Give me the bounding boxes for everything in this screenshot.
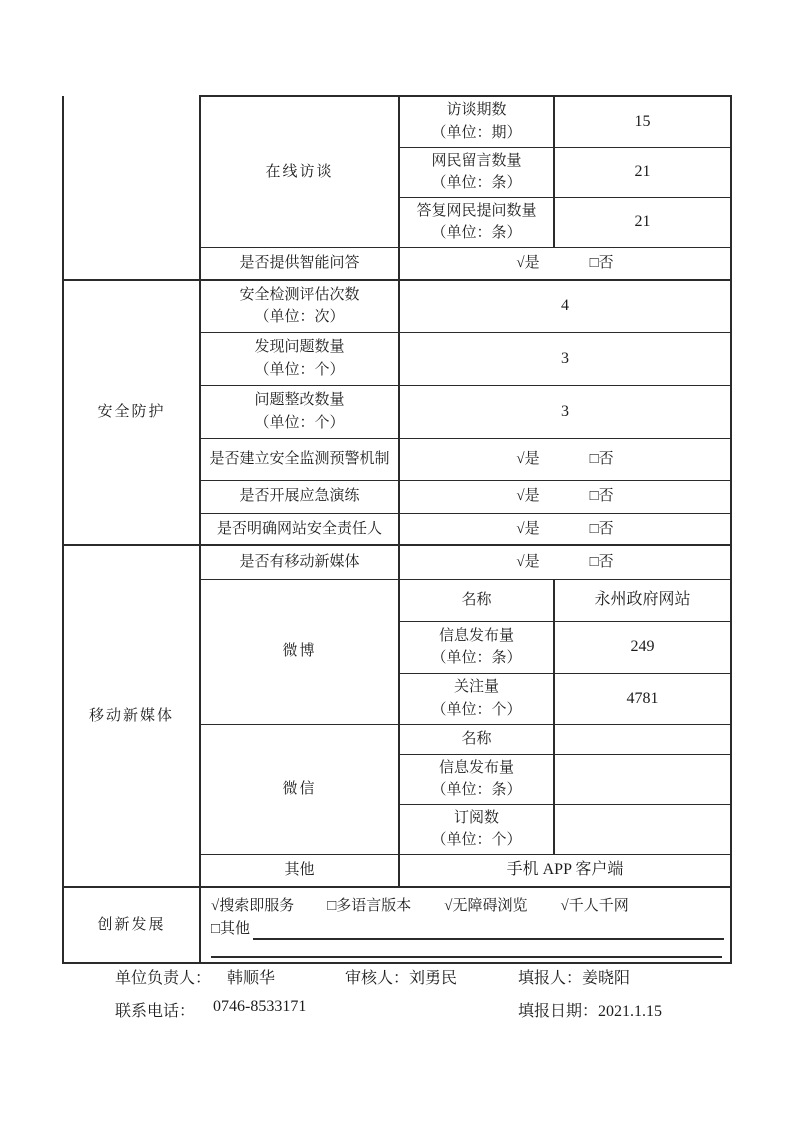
checked-yes-option: √是 (516, 488, 540, 505)
label-security-checks: 安全检测评估次数 （单位：次） (200, 280, 399, 332)
unchecked-option-multilingual: □多语言版本 (327, 898, 412, 914)
annual-report-table (62, 95, 732, 964)
filler-label: 填报人： (518, 970, 583, 987)
checked-yes-option: √是 (516, 450, 540, 467)
innovation-other-row (211, 918, 724, 941)
other-fill-line (253, 922, 724, 940)
footer-reviewer (345, 965, 457, 988)
category-innovation: 创新发展 (63, 887, 200, 963)
footer-phone-label (115, 998, 195, 1021)
footer-filler (518, 965, 630, 988)
value-problems-fixed: 3 (399, 385, 731, 438)
phone-value: 0746-8533171 (213, 998, 307, 1015)
category-security: 安全防护 (63, 280, 200, 545)
footer-date (518, 998, 662, 1021)
unchecked-no-option: □否 (589, 255, 614, 271)
group-wechat: 微信 (200, 724, 399, 854)
bool-warning-mechanism (399, 438, 731, 480)
label-emergency-drill: 是否开展应急演练 (200, 480, 399, 513)
label-wechat-name: 名称 (399, 724, 554, 754)
date-value: 2021.1.15 (598, 1003, 663, 1020)
label-has-mobile-media: 是否有移动新媒体 (200, 545, 399, 579)
responsible-name: 韩顺华 (227, 970, 276, 987)
footer-phone-value (213, 998, 306, 1016)
label-wechat-subscribers: 订阅数 （单位：个） (399, 804, 554, 854)
label-weibo-posts: 信息发布量 （单位：条） (399, 621, 554, 673)
checked-yes-option: √是 (516, 255, 540, 271)
date-label: 填报日期： (518, 1003, 599, 1020)
bool-has-mobile-media (399, 545, 731, 579)
phone-label: 联系电话： (115, 1003, 196, 1020)
checked-option-accessibility: √无障碍浏览 (444, 898, 528, 914)
label-warning-mechanism: 是否建立安全监测预警机制 (200, 438, 399, 480)
value-weibo-name: 永州政府网站 (554, 579, 731, 621)
checked-option-personalized-web: √千人千网 (560, 898, 629, 914)
group-weibo: 微博 (200, 579, 399, 724)
table-row (63, 280, 731, 332)
label-replies: 答复网民提问数量 （单位：条） (399, 197, 554, 247)
innovation-blank-row (211, 940, 724, 958)
value-wechat-posts (554, 754, 731, 804)
bool-security-owner (399, 513, 731, 545)
innovation-option-list (211, 895, 724, 918)
label-other-media: 其他 (200, 854, 399, 887)
responsible-label: 单位负责人： (115, 970, 212, 987)
value-interview-periods: 15 (554, 96, 731, 147)
innovation-options-cell (200, 887, 731, 963)
value-wechat-subscribers (554, 804, 731, 854)
value-weibo-posts: 249 (554, 621, 731, 673)
label-netizen-messages: 网民留言数量 （单位：条） (399, 147, 554, 197)
table-row (63, 545, 731, 579)
unchecked-option-other: □其他 (211, 920, 251, 937)
blank-fill-line (211, 940, 722, 958)
label-problems-fixed: 问题整改数量 （单位：个） (200, 385, 399, 438)
reviewer-label: 审核人： (345, 970, 410, 987)
unchecked-no-option: □否 (589, 450, 614, 467)
label-problems-found: 发现问题数量 （单位：个） (200, 332, 399, 385)
category-cell-continued (63, 96, 200, 280)
footer-responsible (115, 965, 211, 988)
bool-smart-qa (399, 247, 731, 280)
checked-option-search-as-service: √搜索即服务 (211, 898, 295, 914)
footer-responsible-name (227, 965, 275, 988)
value-other-media: 手机 APP 客户端 (399, 854, 731, 887)
label-wechat-posts: 信息发布量 （单位：条） (399, 754, 554, 804)
unchecked-no-option: □否 (589, 488, 614, 505)
value-replies: 21 (554, 197, 731, 247)
value-problems-found: 3 (399, 332, 731, 385)
unchecked-no-option: □否 (589, 554, 614, 570)
checked-yes-option: √是 (516, 554, 540, 570)
bool-emergency-drill (399, 480, 731, 513)
label-security-owner: 是否明确网站安全责任人 (200, 513, 399, 545)
table-row (63, 887, 731, 963)
value-weibo-followers: 4781 (554, 673, 731, 724)
table-row (63, 96, 731, 147)
label-smart-qa: 是否提供智能问答 (200, 247, 399, 280)
group-online-interview: 在线访谈 (200, 96, 399, 247)
value-netizen-messages: 21 (554, 147, 731, 197)
filler-name: 姜晓阳 (582, 970, 631, 987)
value-security-checks: 4 (399, 280, 731, 332)
label-weibo-name: 名称 (399, 579, 554, 621)
reviewer-name: 刘勇民 (409, 970, 458, 987)
label-weibo-followers: 关注量 （单位：个） (399, 673, 554, 724)
checked-yes-option: √是 (516, 520, 540, 537)
label-interview-periods: 访谈期数 （单位：期） (399, 96, 554, 147)
category-mobile-media: 移动新媒体 (63, 545, 200, 887)
unchecked-no-option: □否 (589, 520, 614, 537)
value-wechat-name (554, 724, 731, 754)
